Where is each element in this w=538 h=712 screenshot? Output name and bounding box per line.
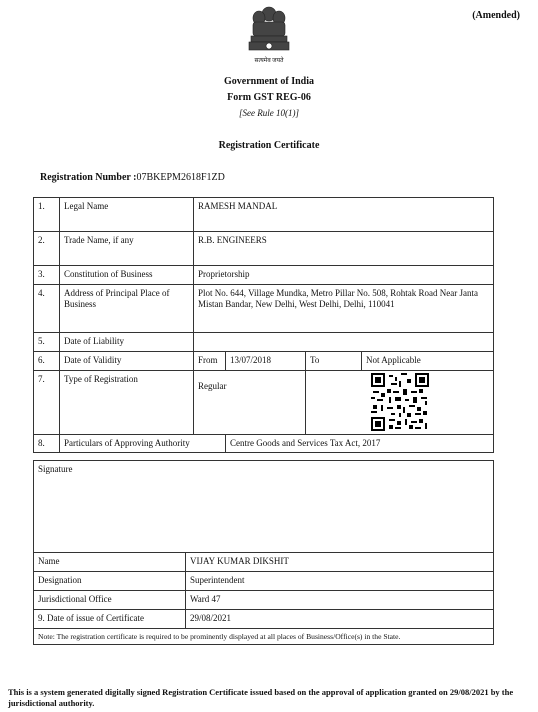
government-heading: Government of India	[224, 76, 314, 87]
address-value: Plot No. 644, Village Mundka, Metro Pillar No. 508, Rohtak Road Near Janta Mistan Bandar, New Delhi, West Delhi, Delhi, 110041	[194, 285, 494, 333]
rule-reference: [See Rule 10(1)]	[239, 108, 299, 118]
national-emblem-icon	[239, 4, 299, 60]
validity-to-value: Not Applicable	[362, 352, 494, 371]
qr-cell	[306, 371, 494, 435]
amended-label: (Amended)	[472, 10, 520, 21]
row-number: 7.	[34, 371, 60, 435]
row-label: Trade Name, if any	[60, 232, 194, 266]
row-label: Particulars of Approving Authority	[60, 435, 226, 453]
approving-authority-value: Centre Goods and Services Tax Act, 2017	[226, 435, 494, 453]
row-label: Date of Validity	[60, 352, 194, 371]
footer-statement: This is a system generated digitally signed Registration Certificate issued based on the approval of application granted on 29/08/2021 by the jurisdictional authority.	[8, 687, 514, 709]
table-row	[34, 371, 494, 435]
qr-code-icon	[371, 373, 429, 431]
validity-from-value: 13/07/2018	[226, 352, 306, 371]
form-heading: Form GST REG-06	[227, 92, 311, 103]
table-row	[34, 352, 494, 371]
issue-date-label: 9. Date of issue of Certificate	[34, 610, 186, 629]
row-label: Date of Liability	[60, 333, 194, 352]
validity-from-label: From	[194, 352, 226, 371]
officer-name-value: VIJAY KUMAR DIKSHIT	[186, 553, 494, 572]
table-row	[34, 232, 494, 266]
row-label: Address of Principal Place of Business	[60, 285, 194, 333]
table-row	[34, 333, 494, 352]
validity-to-label: To	[306, 352, 362, 371]
table-row	[34, 553, 494, 572]
table-row	[34, 572, 494, 591]
table-row	[34, 266, 494, 285]
display-note: Note: The registration certificate is required to be prominently displayed at all places of Business/Office(s) in the State.	[34, 629, 494, 645]
row-label: Constitution of Business	[60, 266, 194, 285]
liability-value	[194, 333, 494, 352]
issue-date-value: 29/08/2021	[186, 610, 494, 629]
office-label: Jurisdictional Office	[34, 591, 186, 610]
name-label: Name	[34, 553, 186, 572]
table-row	[34, 629, 494, 645]
table-row	[34, 435, 494, 453]
row-number: 8.	[34, 435, 60, 453]
registration-number-label: Registration Number :	[40, 172, 137, 183]
row-label: Type of Registration	[60, 371, 194, 435]
row-number: 5.	[34, 333, 60, 352]
table-row	[34, 610, 494, 629]
row-number: 1.	[34, 198, 60, 232]
table-row	[34, 591, 494, 610]
constitution-value: Proprietorship	[194, 266, 494, 285]
signature-row	[34, 461, 494, 553]
row-number: 2.	[34, 232, 60, 266]
certificate-title: Registration Certificate	[218, 140, 320, 151]
registration-number	[40, 172, 225, 183]
table-row	[34, 198, 494, 232]
designation-label: Designation	[34, 572, 186, 591]
signature-label: Signature	[34, 461, 494, 553]
row-number: 3.	[34, 266, 60, 285]
row-number: 4.	[34, 285, 60, 333]
office-value: Ward 47	[186, 591, 494, 610]
details-table	[33, 197, 494, 453]
registration-type-value: Regular	[194, 371, 306, 435]
signature-table	[33, 460, 494, 645]
row-label: Legal Name	[60, 198, 194, 232]
designation-value: Superintendent	[186, 572, 494, 591]
table-row	[34, 285, 494, 333]
trade-name-value: R.B. ENGINEERS	[194, 232, 494, 266]
motto-text: सत्यमेव जयते	[254, 58, 284, 64]
registration-number-value: 07BKEPM2618F1ZD	[136, 172, 225, 183]
row-number: 6.	[34, 352, 60, 371]
legal-name-value: RAMESH MANDAL	[194, 198, 494, 232]
